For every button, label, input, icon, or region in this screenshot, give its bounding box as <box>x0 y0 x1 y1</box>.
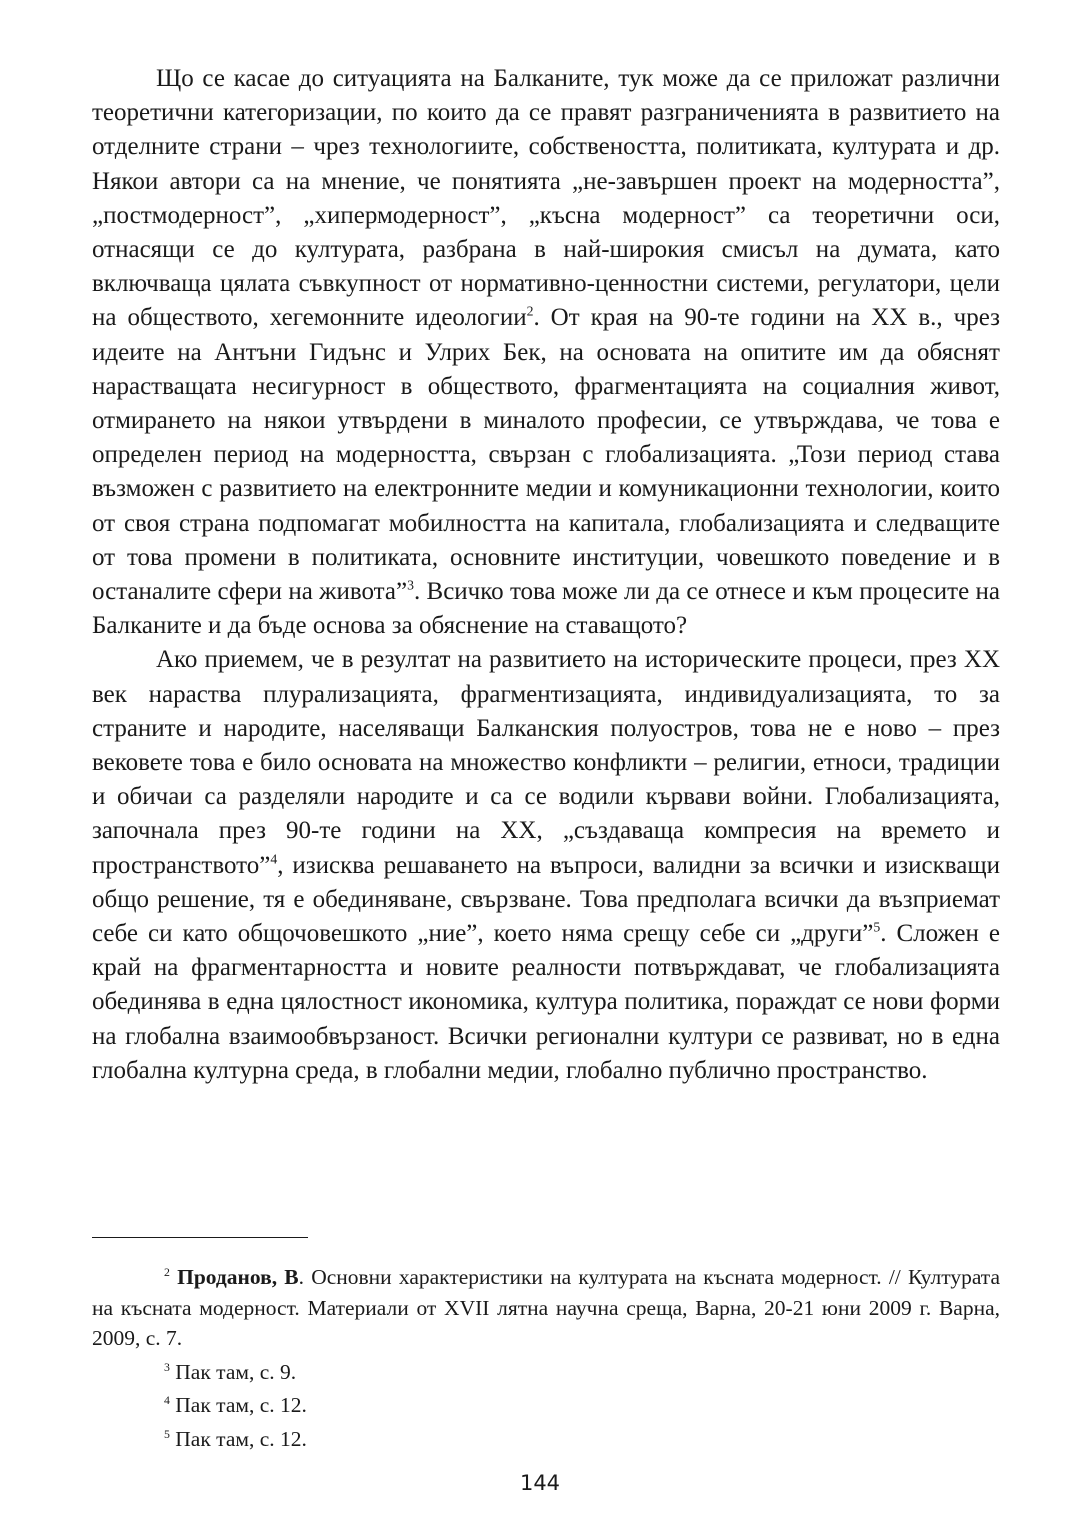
footnote-ref: 4 <box>164 1392 170 1407</box>
body-text <box>92 62 1000 1088</box>
footnote-ref: 2 <box>164 1264 170 1279</box>
footnote <box>92 1357 1000 1388</box>
footnote-ref: 4 <box>270 851 278 867</box>
footnote <box>92 1262 1000 1354</box>
footnote-ref: 3 <box>164 1359 170 1374</box>
text-run: . Сложен е край на фрагментарността и новите реалности потвърждават, че глобализацията обединява в една цялостност икономика, култура политика, пораждат се нови форми на глобална взаимообвързаност. Всички регионални култури се развиват, но в една глобална културна среда, в глобални медии, глобално публично пространство. <box>92 920 1000 1084</box>
footnote-ref: 3 <box>407 577 414 593</box>
text-run: . От края на 90-те години на ХХ в., чрез идеите на Антъни Гидънс и Улрих Бек, на основата на опитите им да обяснят нарастващата несигурност в обществото, фрагментацията на социалния живот, отмирането на някои утвърдени в миналото професии, се утвърждава, че това е определен период на модерността, свързан с глобализацията. „Този период става възможен с развитието на електронните медии и комуникационни технологии, които от своя страна подпомагат мобилността на капитала, глобализацията и следващите от това промени в политиката, основните институции, човешкото поведение и в останалите сфери на живота” <box>92 304 1000 606</box>
text-run: Пак там, с. 12. <box>169 1393 307 1417</box>
author-name: Проданов, В <box>177 1265 299 1289</box>
text-run: . Основни характеристики на културата на късната модерност. // Културата на късната модерност. Материали от XVII лятна научна среща, Варна, 20-21 юни 2009 г. Варна, 2009, с. 7. <box>92 1265 1000 1350</box>
page-number: 144 <box>519 1471 561 1495</box>
text-run: Ако приемем, че в резултат на развитието на историческите процеси, през ХХ век нараства плурализацията, фрагментизацията, индивидуализацията, то за страните и народите, населяващи Балканския полуостров, това не е ново – през вековете това е било основата на множество конфликти – религии, етноси, традиции и обичаи са разделяли народите и са се водили кървави войни. Глобализацията, започнала през 90-те години на ХХ, „създаваща компресия на времето и пространството” <box>92 646 1000 879</box>
text-run: , изисква решаването на въпроси, валидни за всички и изискващи общо решение, тя е обединяване, свързване. Това предполага всички да възприемат себе си като общочовешкото „ние”, което няма срещу себе си „други” <box>92 851 1000 948</box>
text-run: . Всичко това може ли да се отнесе и към процесите на Балканите и да бъде основа за обяснение на ставащото? <box>92 578 1000 640</box>
text-run: Що се касае до ситуацията на Балканите, тук може да се приложат различни теоретични категоризации, по които да се правят разграниченията в развитието на отделните страни – чрез технологиите, собствеността, политиката, културата и др. Някои автори са на мнение, че понятията „не-завършен проект на модерността”, „постмодерност”, „хипермодерност”, „късна модерност” са теоретични оси, отнасящи се до културата, разбрана в най-широкия смисъл на думата, като включваща цялата съвкупност от нормативно-ценностни системи, регулатори, цели на обществото, хегемонните идеологии <box>92 65 1000 332</box>
paragraph <box>92 62 1000 643</box>
footnote-ref: 2 <box>526 304 534 320</box>
footnote-ref: 5 <box>873 919 881 935</box>
footnote <box>92 1390 1000 1421</box>
footnote <box>92 1424 1000 1455</box>
text-run: Пак там, с. 9. <box>169 1359 297 1384</box>
footnote-separator <box>92 1237 308 1238</box>
footnote-ref: 5 <box>164 1426 170 1441</box>
text-run: Пак там, с. 12. <box>169 1426 307 1451</box>
paragraph <box>92 643 1000 1088</box>
footnotes <box>92 1262 1000 1454</box>
